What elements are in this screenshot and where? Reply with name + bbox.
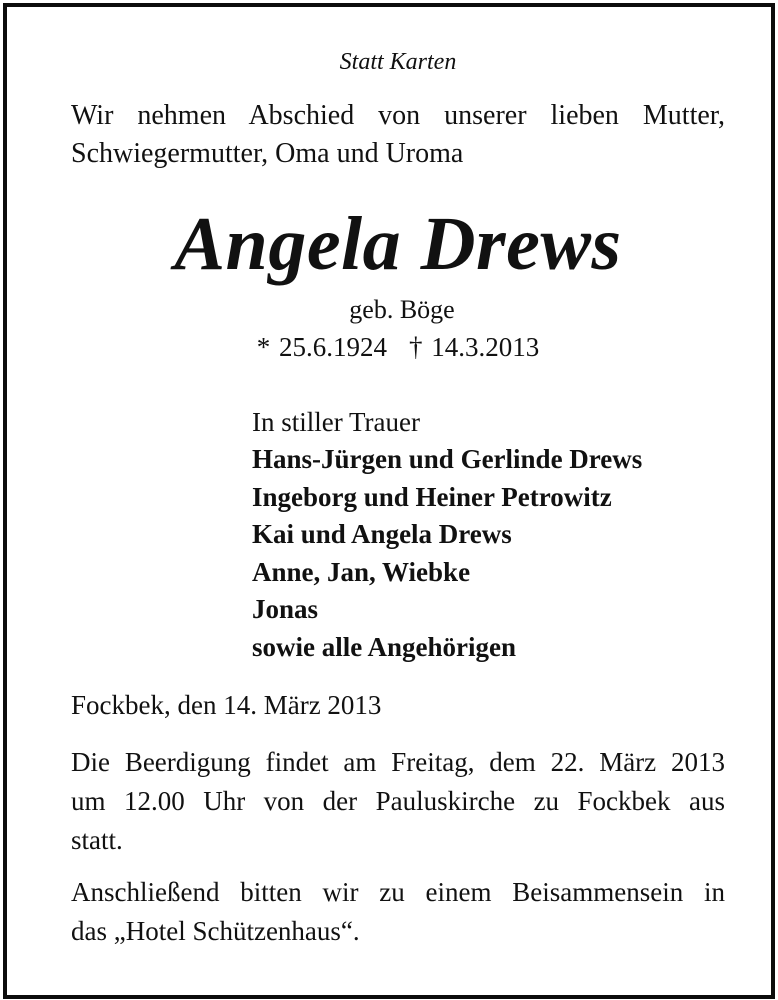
funeral-line-3: statt. [71,825,123,855]
reception-line-2: das „Hotel Schützenhaus“. [71,916,360,946]
obituary-frame [3,3,775,999]
birth-date: * 25.6.1924 [256,332,387,362]
mourner-name: Jonas [252,594,319,624]
reception-line-1: Anschließend bitten wir zu einem Beisammensein in [71,877,725,907]
intro-line-1: Wir nehmen Abschied von unserer lieben Mutter, [71,100,725,131]
death-date: † 14.3.2013 [409,332,540,362]
place-date: Fockbek, den 14. März 2013 [71,690,382,720]
life-dates [71,332,725,363]
reception-notice [71,873,725,951]
mourners-block [252,403,642,666]
mourner-name: sowie alle Angehörigen [252,631,516,662]
mourner-name: Anne, Jan, Wiebke [252,556,471,587]
mourner-name: Hans-Jürgen und Gerlinde Drews [252,444,643,474]
mourner-name: Kai und Angela Drews [252,519,512,549]
header-statt-karten: Statt Karten [339,49,457,75]
mourners-lead: In stiller Trauer [252,407,420,437]
intro-text [71,97,725,173]
funeral-line-1: Die Beerdigung findet am Freitag, dem 22. März 2013 [71,747,725,777]
mourner-name: Ingeborg und Heiner Petrowitz [252,481,612,512]
intro-line-2: Schwiegermutter, Oma und Uroma [71,138,464,169]
maiden-name: geb. Böge [349,295,455,324]
deceased-name: Angela Drews [174,202,622,286]
funeral-line-2: um 12.00 Uhr von der Pauluskirche zu Fockbek aus [71,786,725,816]
funeral-notice [71,743,725,860]
